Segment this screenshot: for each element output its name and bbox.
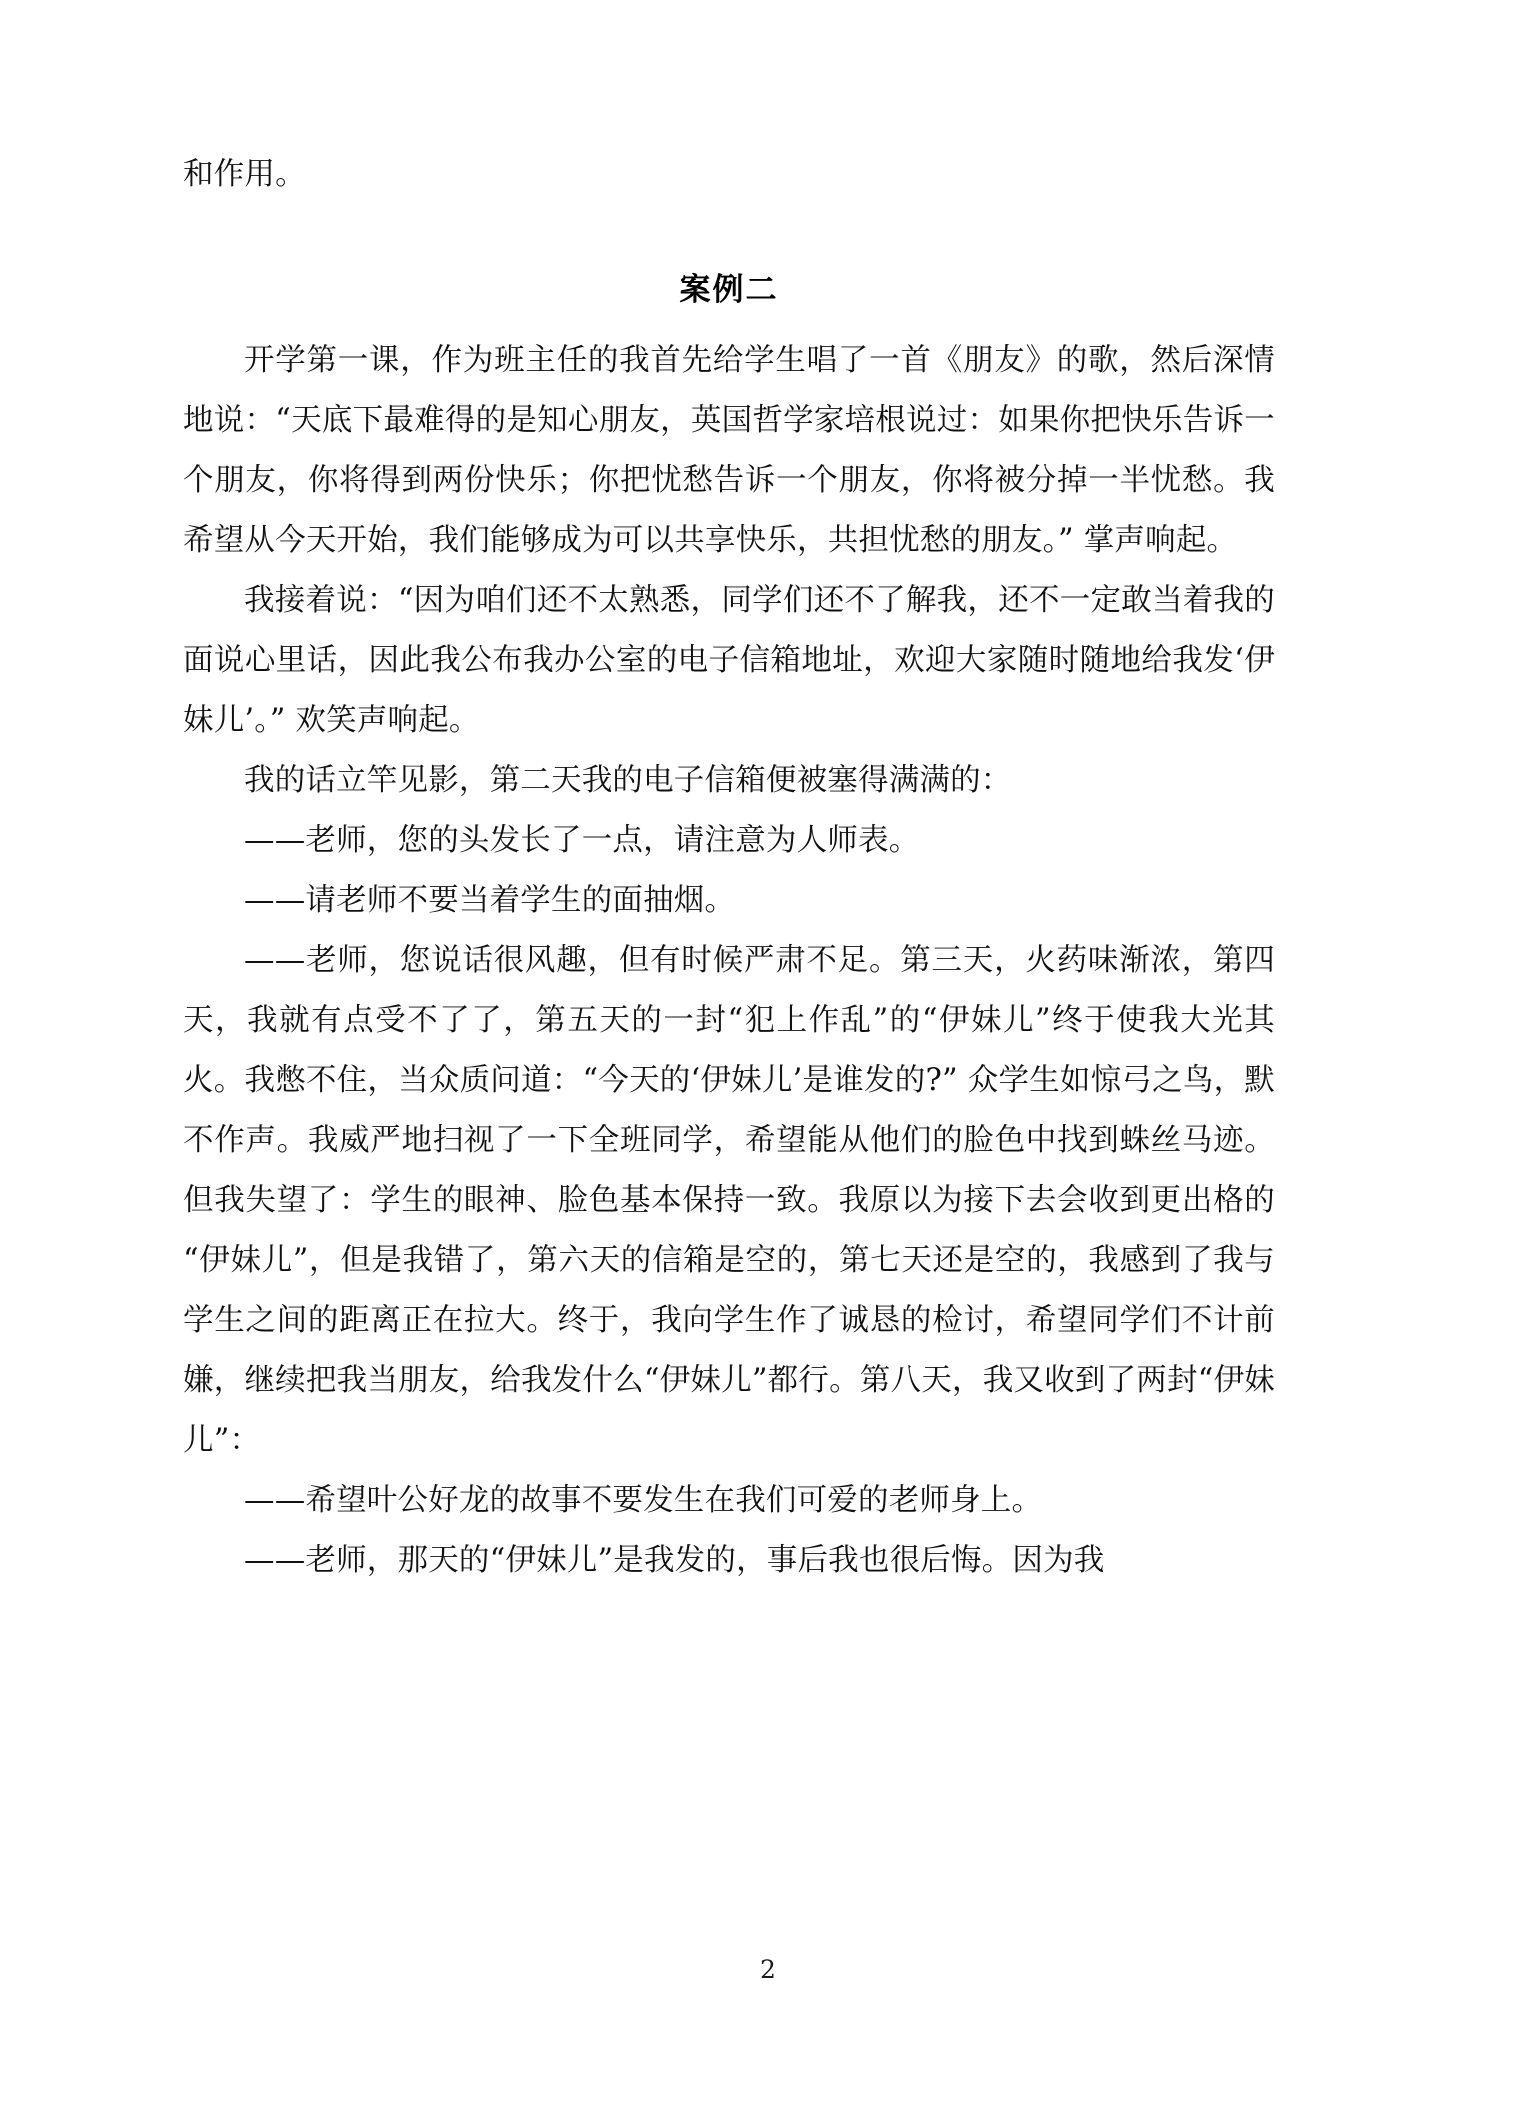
dash-item-1: ——老师，您的头发长了一点，请注意为人师表。 — [244, 823, 920, 858]
closing-item-2: ——老师，那天的“伊妹儿”是我发的，事后我也很后悔。因为我 — [244, 1543, 1105, 1578]
body-paragraph-3: 我的话立竿见影，第二天我的电子信箱便被塞得满满的： — [244, 763, 1012, 798]
continuation-line: 和作用。 — [183, 157, 306, 192]
body-paragraph-2: 我接着说：“因为咱们还不太熟悉，同学们还不了解我，还不一定敢当着我的面说心里话，因此我公布我办公室的电子信箱地址，欢迎大家随时随地给我发‘伊妹儿’。” 欢笑声响起。 — [183, 583, 1275, 738]
dash-item-2: ——请老师不要当着学生的面抽烟。 — [244, 883, 736, 918]
page-number: 2 — [760, 1955, 776, 1984]
closing-item-1: ——希望叶公好龙的故事不要发生在我们可爱的老师身上。 — [244, 1483, 1043, 1518]
long-body-paragraph: ——老师，您说话很风趣，但有时候严肃不足。第三天，火药味渐浓，第四天，我就有点受不了了，第五天的一封“犯上作乱”的“伊妹儿”终于使我大光其火。我憋不住，当众质问道：“今天的‘伊妹儿’是谁发的?” 众学生如惊弓之鸟，默不作声。我威严地扫视了一下全班同学，希望能从他们的脸色中找到蛛丝马迹。但我失望了：学生的眼神、脸色基本保持一致。我原以为接下去会收到更出格的“伊妹儿”，但是我错了，第六天的信箱是空的，第七天还是空的，我感到了我与学生之间的距离正在拉大。终于，我向学生作了诚恳的检讨，希望同学们不计前嫌，继续把我当朋友，给我发什么“伊妹儿”都行。第八天，我又收到了两封“伊妹儿”： — [183, 943, 1275, 1458]
body-paragraph-1: 开学第一课，作为班主任的我首先给学生唱了一首《朋友》的歌，然后深情地说：“天底下最难得的是知心朋友，英国哲学家培根说过：如果你把快乐告诉一个朋友，你将得到两份快乐；你把忧愁告诉一个朋友，你将被分掉一半忧愁。我希望从今天开始，我们能够成为可以共享快乐，共担忧愁的朋友。” 掌声响起。 — [183, 343, 1275, 558]
document-content — [183, 0, 1275, 1591]
section-heading: 案例二 — [679, 272, 779, 308]
